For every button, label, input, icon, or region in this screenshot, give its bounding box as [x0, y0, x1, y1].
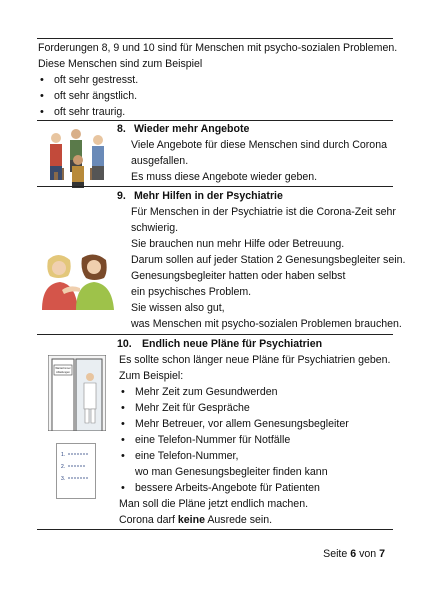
footer-mid: von [356, 548, 380, 560]
section-8-line: Es muss diese Angebote wieder geben. [131, 171, 318, 183]
footer-current-page: 6 [350, 548, 357, 560]
section-9-line: Sie wissen also gut, [131, 302, 225, 314]
section-10-bullet: • Mehr Betreuer, vor allem Genesungsbegleiter [119, 416, 391, 432]
section-9-line: Für Menschen in der Psychiatrie ist die Corona-Zeit sehr [131, 206, 396, 218]
footer-prefix: Seite [323, 548, 351, 560]
checklist-number: 1. [61, 452, 66, 458]
door-sign-text: Wartezimmer [55, 367, 71, 370]
section-9-line: ein psychisches Problem. [131, 286, 252, 298]
intro-line-1: Forderungen 8, 9 und 10 sind für Menschen mit psycho-sozialen Problemen. [38, 42, 398, 54]
section-9-line: was Menschen mit psycho-sozialen Problemen brauchen. [131, 318, 402, 330]
section-rule [37, 334, 393, 335]
section-10-bullet: • eine Telefon-Nummer, [119, 448, 391, 464]
section-10-line: Man soll die Pläne jetzt endlich machen. [119, 498, 309, 510]
section-9-title [117, 188, 405, 204]
section-8-title-text: Wieder mehr Angebote [133, 123, 250, 135]
intro-bullet: • oft sehr gestresst. [38, 72, 397, 88]
section-10-header [117, 336, 322, 352]
section-10-bullet: • Mehr Zeit für Gespräche [119, 400, 391, 416]
section-10-body [119, 352, 391, 528]
section-10-bullet-continuation: wo man Genesungsbegleiter finden kann [135, 466, 328, 478]
section-9-line: Sie brauchen nun mehr Hilfe oder Betreuung. [131, 238, 345, 250]
support-illustration [40, 252, 116, 310]
section-9-line: schwierig. [131, 222, 179, 234]
closing-text-b: Ausrede sein. [204, 514, 273, 526]
section-9-line: Darum sollen auf jeder Station 2 Genesungsbegleiter sein. [131, 254, 406, 266]
section-9-title-text: Mehr Hilfen in der Psychiatrie [133, 190, 283, 202]
section-9 [117, 188, 405, 332]
section-8-title [117, 121, 387, 137]
section-10-line: Zum Beispiel: [119, 370, 184, 382]
section-8-line: Viele Angebote für diese Menschen sind durch Corona [131, 139, 387, 151]
section-10-title [117, 336, 322, 352]
section-10-bullet: • eine Telefon-Nummer für Notfälle [119, 432, 391, 448]
section-8-line: ausgefallen. [131, 155, 189, 167]
section-10-line: Es sollte schon länger neue Pläne für Psychiatrien geben. [119, 354, 391, 366]
section-10-bullet: • bessere Arbeits-Angebote für Patienten [119, 480, 391, 496]
section-10-closing-line [119, 512, 391, 528]
intro-block [38, 40, 397, 120]
top-rule [37, 38, 393, 39]
closing-text-a: Corona darf [119, 514, 178, 526]
intro-bullet: • oft sehr traurig. [38, 104, 397, 120]
footer-total-pages: 7 [379, 548, 385, 560]
section-9-number: 9. [117, 190, 126, 202]
bottom-rule [37, 529, 393, 530]
section-10-bullet: • Mehr Zeit zum Gesundwerden [119, 384, 391, 400]
door-sign-text: Abteilungen [56, 371, 70, 374]
section-10-title-text: Endlich neue Pläne für Psychiatrien [141, 338, 323, 350]
section-rule [37, 186, 393, 187]
section-10-number: 10. [117, 338, 132, 350]
intro-line-2: Diese Menschen sind zum Beispiel [38, 58, 203, 70]
section-8-number: 8. [117, 123, 126, 135]
section-8 [117, 121, 387, 185]
intro-bullet: • oft sehr ängstlich. [38, 88, 397, 104]
checklist-number: 3. [61, 476, 66, 482]
section-9-line: Genesungsbegleiter hatten oder haben selbst [131, 270, 346, 282]
page-number-footer [323, 548, 385, 560]
checklist-number: 2. [61, 464, 66, 470]
closing-keyword: keine [177, 514, 205, 526]
psychiatry-door-illustration [48, 355, 106, 431]
group-meeting-illustration [42, 124, 112, 190]
checklist-paper-illustration [56, 443, 96, 499]
